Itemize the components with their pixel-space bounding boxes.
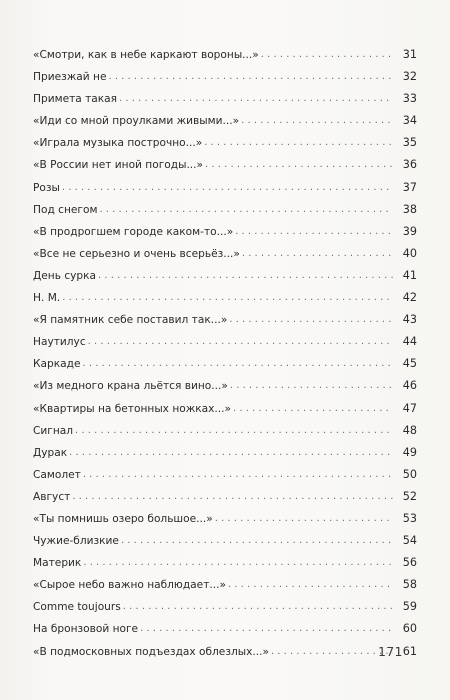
- toc-entry-title: Comme toujours: [33, 601, 121, 614]
- toc-entry-title: День сурка: [33, 269, 97, 282]
- toc-entry: [33, 375, 417, 397]
- toc-entry-title: «В России нет иной погоды...»: [33, 159, 204, 172]
- toc-entry-title: Приезжай не: [33, 71, 107, 84]
- toc-entry: [33, 442, 417, 464]
- toc-entry: [33, 265, 417, 287]
- dot-leader: [98, 266, 393, 286]
- toc-entry-title: «Я памятник себе поставил так...»: [33, 314, 228, 327]
- toc-entry-title: Август: [33, 490, 71, 503]
- toc-entry-page-number: 43: [402, 313, 417, 327]
- dot-leader: [62, 178, 393, 198]
- toc-entry: [33, 398, 417, 420]
- toc-entry-page-number: 46: [402, 379, 417, 393]
- toc-entry: [33, 177, 417, 199]
- toc-entry-title: «Из медного крана льётся вино...»: [33, 380, 228, 393]
- toc-entry-page-number: 48: [402, 423, 417, 437]
- toc-entry-page-number: 33: [402, 92, 417, 106]
- toc-entry-page-number: 37: [402, 180, 417, 194]
- toc-entry: [33, 132, 417, 154]
- toc-entry-page-number: 49: [402, 445, 417, 459]
- toc-entry-title: Розы: [33, 181, 60, 194]
- dot-leader: [119, 89, 393, 109]
- toc-entry: [33, 552, 417, 574]
- toc-entry-page-number: 41: [402, 268, 417, 282]
- dot-leader: [242, 244, 393, 264]
- dot-leader: [261, 45, 393, 65]
- toc-entry: [33, 331, 417, 353]
- toc-entry-page-number: 54: [402, 534, 417, 548]
- toc-entry: [33, 154, 417, 176]
- toc-entry-page-number: 34: [402, 114, 417, 128]
- toc-entry-page-number: 52: [402, 489, 417, 503]
- toc-entry: [33, 486, 417, 508]
- toc-entry-page-number: 47: [402, 401, 417, 415]
- toc-entry-page-number: 50: [402, 467, 417, 481]
- table-of-contents: [33, 44, 417, 663]
- dot-leader: [233, 399, 393, 419]
- toc-entry: [33, 353, 417, 375]
- toc-entry-page-number: 44: [402, 335, 417, 349]
- dot-leader: [241, 111, 393, 131]
- toc-entry-page-number: 61: [402, 644, 417, 658]
- dot-leader: [235, 222, 393, 242]
- dot-leader: [83, 553, 393, 573]
- toc-entry-page-number: 36: [402, 158, 417, 172]
- toc-entry-title: «Иди со мной проулками живыми...»: [33, 115, 240, 128]
- toc-entry-title: Под снегом: [33, 203, 98, 216]
- toc-entry-page-number: 59: [402, 600, 417, 614]
- toc-entry-title: «Ты помнишь озеро большое...»: [33, 512, 213, 525]
- dot-leader: [75, 421, 393, 441]
- toc-entry-title: На бронзовой ноге: [33, 623, 139, 636]
- toc-entry-page-number: 53: [402, 511, 417, 525]
- dot-leader: [88, 332, 393, 352]
- dot-leader: [228, 575, 393, 595]
- dot-leader: [82, 354, 393, 374]
- toc-entry-title: «Все не серьезно и очень всерьёз...»: [33, 247, 240, 260]
- toc-entry: [33, 618, 417, 640]
- dot-leader: [62, 288, 393, 308]
- toc-entry: [33, 530, 417, 552]
- toc-entry-title: «Квартиры на бетонных ножках...»: [33, 402, 232, 415]
- toc-entry: [33, 287, 417, 309]
- dot-leader: [83, 465, 393, 485]
- toc-entry-title: Наутилус: [33, 336, 86, 349]
- dot-leader: [204, 133, 393, 153]
- toc-entry-page-number: 42: [402, 291, 417, 305]
- toc-entry: [33, 199, 417, 221]
- toc-entry: [33, 88, 417, 110]
- dot-leader: [230, 376, 393, 396]
- toc-entry: [33, 596, 417, 618]
- toc-entry-title: Сигнал: [33, 424, 74, 437]
- dot-leader: [69, 443, 393, 463]
- toc-entry-title: Материк: [33, 557, 82, 570]
- toc-entry-title: Каркаде: [33, 358, 81, 371]
- dot-leader: [205, 155, 393, 175]
- toc-entry-title: «Смотри, как в небе каркают вороны...»: [33, 49, 259, 61]
- toc-entry-title: «Сырое небо важно наблюдает...»: [33, 579, 226, 592]
- dot-leader: [121, 531, 393, 551]
- toc-entry-page-number: 39: [402, 224, 417, 238]
- toc-entry-page-number: 45: [402, 357, 417, 371]
- toc-entry: [33, 221, 417, 243]
- dot-leader: [271, 642, 393, 662]
- dot-leader: [108, 67, 393, 87]
- toc-entry-title: Примета такая: [33, 93, 118, 106]
- toc-entry-title: Н. М.: [33, 292, 61, 305]
- toc-entry-page-number: 32: [402, 70, 417, 84]
- toc-entry-page-number: 31: [402, 48, 417, 61]
- dot-leader: [72, 487, 393, 507]
- toc-entry-title: Самолет: [33, 468, 81, 481]
- toc-entry-title: «Играла музыка построчно...»: [33, 137, 203, 150]
- toc-entry: [33, 464, 417, 486]
- toc-entry-page-number: 58: [402, 578, 417, 592]
- toc-entry: [33, 641, 417, 663]
- toc-entry-title: Дурак: [33, 446, 68, 459]
- toc-entry-title: «В продрогшем городе каком-то...»: [33, 225, 234, 238]
- toc-entry-title: Чужие-близкие: [33, 535, 119, 548]
- toc-entry-title: «В подмосковных подъездах облезлых...»: [33, 645, 269, 658]
- toc-entry: [33, 243, 417, 265]
- toc-entry-page-number: 40: [402, 246, 417, 260]
- toc-entry: [33, 508, 417, 530]
- dot-leader: [123, 597, 393, 617]
- dot-leader: [229, 310, 393, 330]
- toc-entry-page-number: 38: [402, 202, 417, 216]
- toc-entry: [33, 44, 417, 66]
- dot-leader: [215, 509, 393, 529]
- toc-entry-page-number: 56: [402, 556, 417, 570]
- page-number: 171: [378, 644, 403, 659]
- toc-entry: [33, 66, 417, 88]
- toc-entry: [33, 574, 417, 596]
- dot-leader: [140, 619, 393, 639]
- toc-entry-page-number: 35: [402, 136, 417, 150]
- toc-entry: [33, 309, 417, 331]
- toc-entry: [33, 110, 417, 132]
- toc-entry: [33, 420, 417, 442]
- toc-entry-page-number: 60: [402, 622, 417, 636]
- dot-leader: [99, 200, 393, 220]
